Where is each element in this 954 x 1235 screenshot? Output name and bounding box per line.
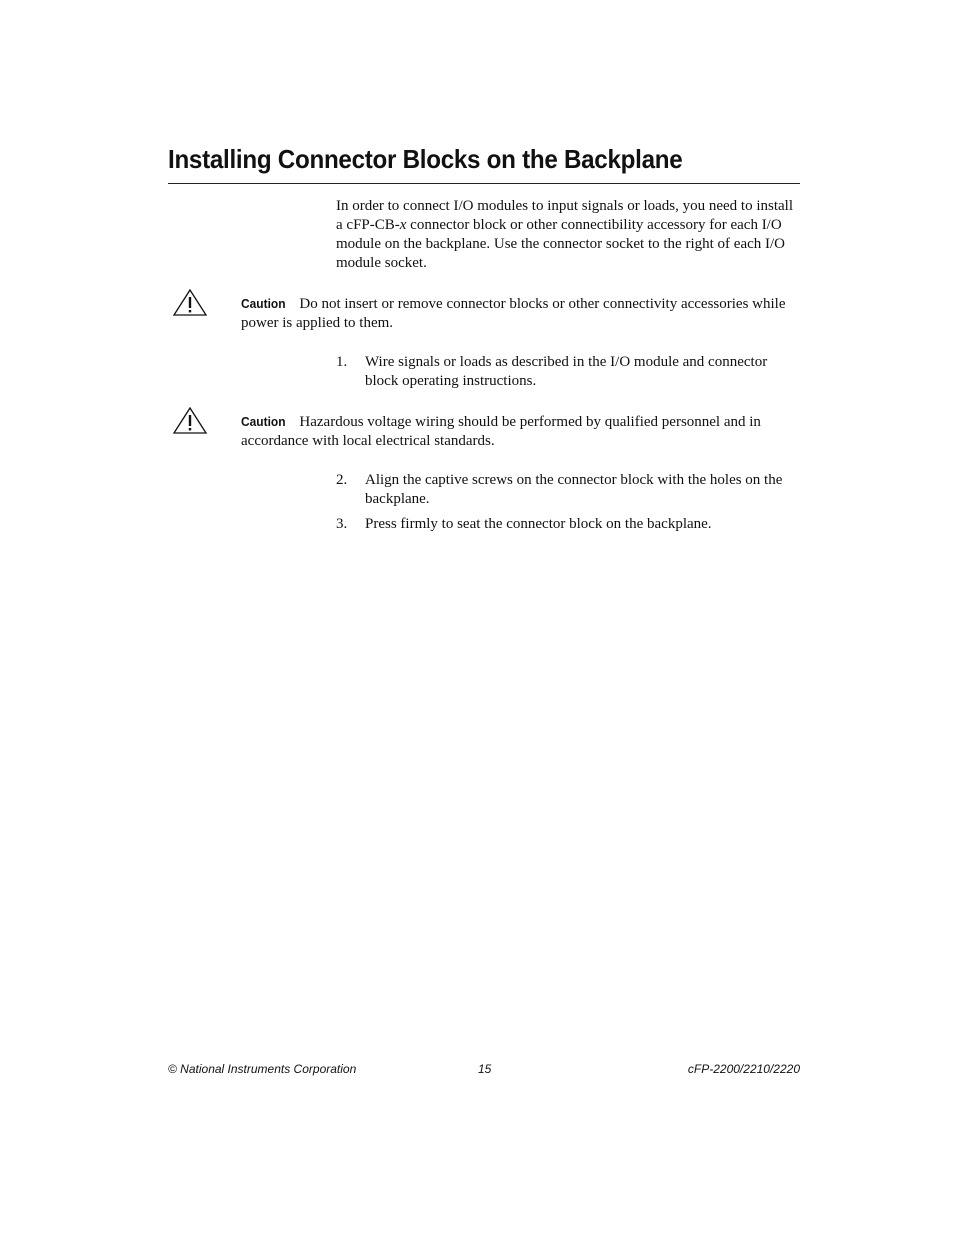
list-item [336,515,802,534]
footer-product-name: cFP-2200/2210/2220 [687,1062,800,1076]
caution-note-2 [241,412,803,451]
caution-text: Do not insert or remove connector blocks or other connectivity accessories while power is applied to them. [241,296,786,331]
step-number: 2. [336,472,348,488]
warning-triangle-icon [172,288,208,316]
intro-italic-x: x [399,217,407,233]
intro-paragraph [336,197,802,273]
step-text: Align the captive screws on the connector block with the holes on the backplane. [365,472,783,507]
step-number: 1. [336,354,348,370]
caution-note-1 [241,294,803,333]
step-text: Press firmly to seat the connector block on the backplane. [365,516,712,532]
step-number: 3. [336,516,348,532]
list-item [336,471,802,509]
page-title: Installing Connector Blocks on the Backplane [168,144,683,174]
intro-text-part2: connector block or other connectibility accessory for each I/O module on the backplane. Use the connector socket to the right of each I/O module socket. [336,217,786,271]
caution-text: Hazardous voltage wiring should be performed by qualified personnel and in accordance with local electrical standards. [241,414,761,449]
intro-text-part1: In order to connect I/O modules to input signals or loads, you need to install a cFP-CB- [336,198,794,233]
warning-triangle-icon [172,406,208,434]
list-item [336,353,802,391]
title-rule [168,183,800,184]
footer-page-number: 15 [478,1062,492,1076]
step-text: Wire signals or loads as described in the I/O module and connector block operating instructions. [365,354,768,389]
footer-copyright: © National Instruments Corporation [168,1062,357,1076]
caution-label: Caution [241,296,286,311]
caution-label: Caution [241,414,286,429]
